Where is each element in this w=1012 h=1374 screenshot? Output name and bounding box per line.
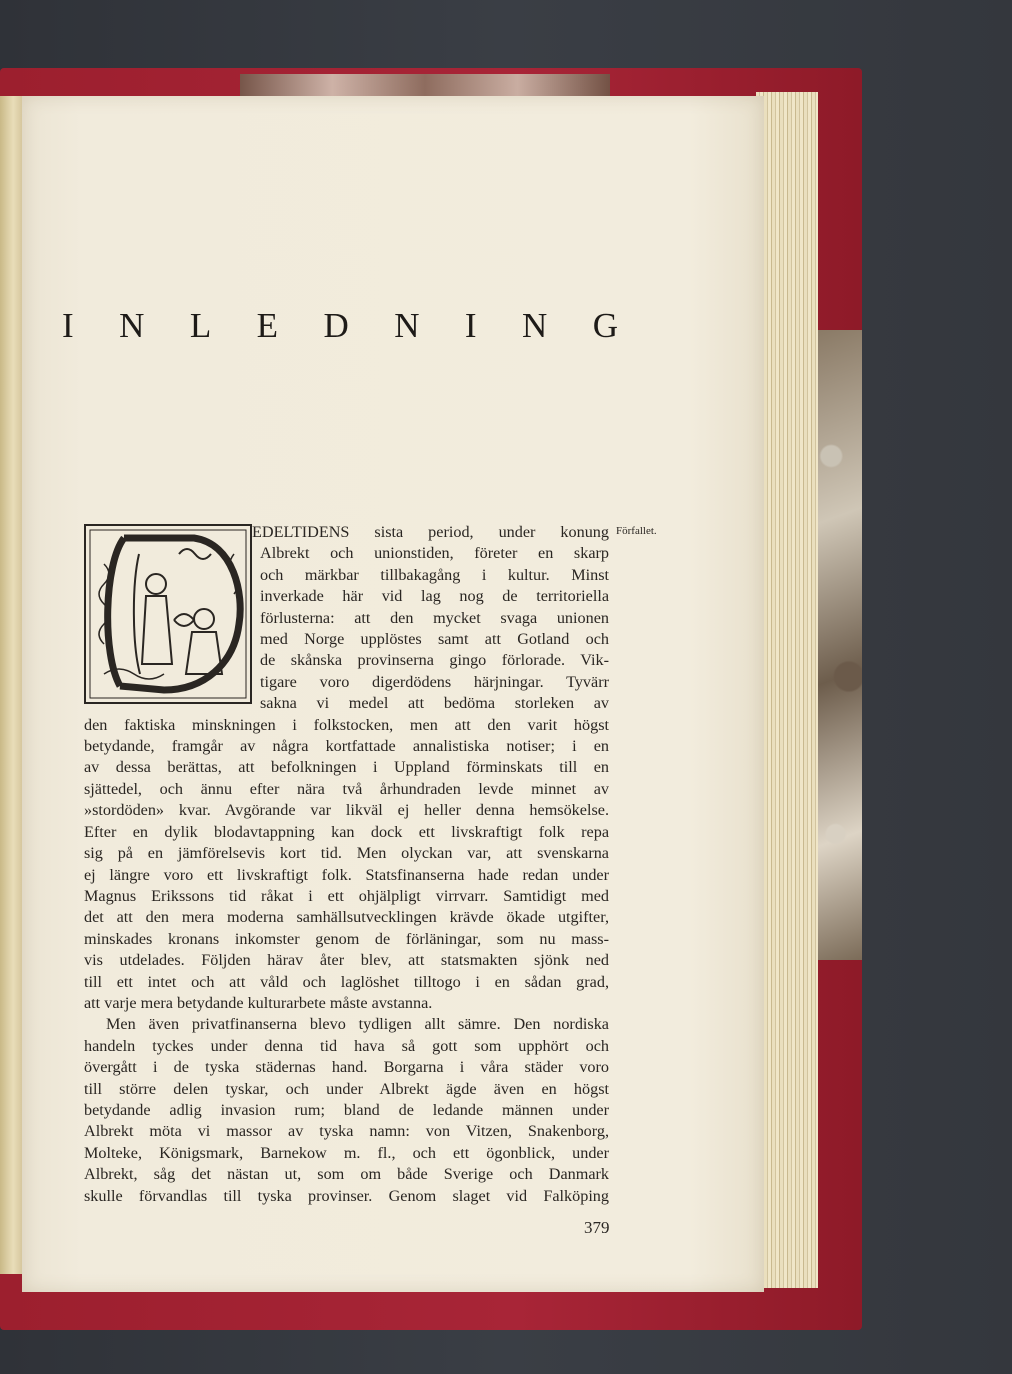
text-line: den faktiska minskningen i folkstocken, men att den varit högst	[84, 715, 609, 734]
text-line: övergått i de tyska städernas hand. Borgarna i våra städer voro	[84, 1058, 609, 1077]
title-letter: G	[592, 306, 618, 345]
text-line: förlusterna: att den mycket svaga unionen	[260, 608, 609, 627]
text-line: inverkade här vid lag nog de territoriella	[260, 587, 609, 606]
text-line: Albrekt och unionstiden, företer en skarp	[260, 544, 609, 563]
text-line: det att den mera moderna samhällsutvecklingen krävde ökade utgifter,	[84, 908, 609, 927]
page-number: 379	[584, 1218, 610, 1237]
text-line: Magnus Erikssons tid råkat i ett ohjälpligt virrvarr. Samtidigt med	[84, 886, 609, 905]
text-line: minskades kronans inkomster genom de förläningar, som nu mass-	[84, 929, 609, 948]
text-line: Efter en dylik blodavtappning kan dock ett livskraftigt folk repa	[84, 822, 609, 841]
title-letter: D	[323, 306, 349, 345]
title-letter: E	[256, 306, 279, 345]
margin-note: Förfallet.	[616, 525, 657, 537]
marbled-endpaper-top	[240, 74, 610, 98]
gutter-edge	[0, 96, 22, 1274]
title-letter: N	[119, 306, 145, 345]
text-line: sjättedel, och ännu efter nära två århundraden levde minnet av	[84, 779, 609, 798]
text-line: till ett intet och att våld och laglöshet tilltogo i en sådan grad,	[84, 972, 609, 991]
text-line: Men även privatfinanserna blevo tydligen allt sämre. Den nordiska	[106, 1015, 609, 1034]
chapter-title	[62, 306, 618, 346]
title-letter: I	[62, 306, 74, 345]
text-line: ej längre voro ett livskraftigt folk. Statsfinanserna hade redan under	[84, 865, 609, 884]
text-line: EDELTIDENS sista period, under konung	[252, 523, 609, 541]
text-line: Molteke, Königsmark, Barnekow m. fl., och ett ögonblick, under	[84, 1143, 609, 1162]
text-line: Albrekt, såg det nästan ut, som om både Sverige och Danmark	[84, 1165, 609, 1184]
text-line: och märkbar tillbakagång i kultur. Minst	[260, 565, 609, 584]
text-line: »stordöden» kvar. Avgörande var likväl ej heller denna hemsökelse.	[84, 801, 609, 820]
text-line: sig på en jämförelsevis kort tid. Men olyckan var, att svenskarna	[84, 844, 609, 863]
book-page	[22, 96, 764, 1292]
page-edges	[756, 92, 818, 1288]
marbled-endpaper-side	[818, 330, 862, 960]
text-line: handeln tyckes under denna tid hava så gott som upphört och	[84, 1036, 609, 1055]
title-letter: N	[522, 306, 548, 345]
text-line: av dessa berättas, att befolkningen i Uppland förminskats till en	[84, 758, 609, 777]
text-line: till större delen tyskar, och under Albrekt ägde även en högst	[84, 1079, 609, 1098]
text-line: de skånska provinserna gingo förlorade. Vik-	[260, 651, 609, 670]
title-letter: I	[464, 306, 477, 345]
text-line: Albrekt möta vi massor av tyska namn: von Vitzen, Snakenborg,	[84, 1122, 609, 1141]
text-line: att varje mera betydande kulturarbete måste avstanna.	[84, 993, 433, 1012]
title-letter: N	[394, 306, 420, 345]
text-line: sakna vi medel att bedöma storleken av	[260, 694, 609, 713]
body-text	[84, 522, 609, 1207]
text-line: skulle förvandlas till tyska provinser. Genom slaget vid Falköping	[84, 1186, 609, 1205]
title-letter: L	[189, 306, 212, 345]
text-line: betydande adlig invasion rum; bland de ledande männen under	[84, 1100, 609, 1119]
text-line: med Norge upplöstes samt att Gotland och	[260, 630, 609, 649]
text-line: tigare voro digerdödens härjningar. Tyvärr	[260, 672, 609, 691]
text-line: vis utdelades. Följden härav åter blev, att statsmakten sjönk ned	[84, 951, 609, 970]
text-line: betydande, framgår av några kortfattade annalistiska notiser; i en	[84, 737, 609, 756]
